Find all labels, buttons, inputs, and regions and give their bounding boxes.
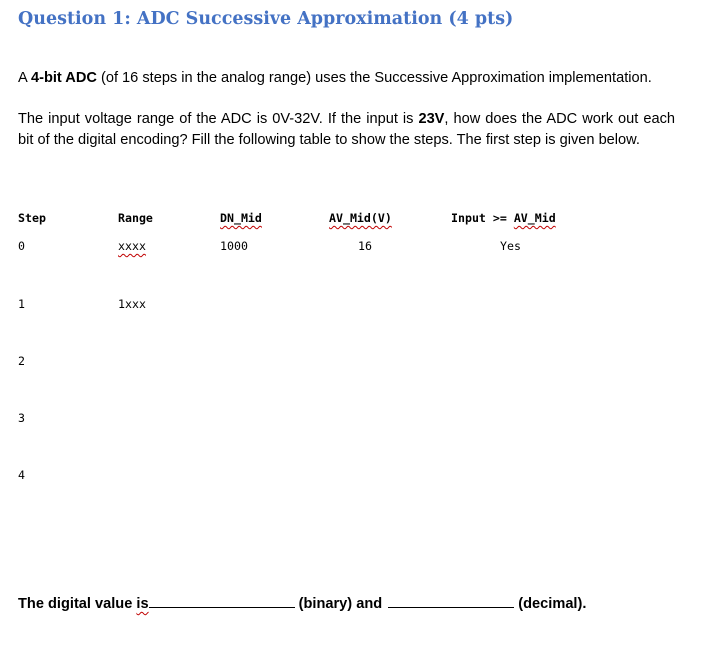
row-4-step: 4 — [18, 468, 25, 482]
row-0-dn-mid: 1000 — [220, 239, 248, 253]
header-av-mid: AV_Mid(V) — [329, 211, 392, 225]
header-input-ge-av-mid: Input >= AV_Mid — [451, 211, 556, 225]
row-1-step: 1 — [18, 297, 25, 311]
row-2-step: 2 — [18, 354, 25, 368]
bold-4bit-adc: 4-bit ADC — [30, 70, 97, 86]
header-dn-mid: DN_Mid — [220, 211, 262, 225]
question-instructions: The input voltage range of the ADC is 0V-32V. If the input is 23V, how does the ADC work out each bit of the digital encoding? Fill the following table to show the steps. The first step is given below. — [18, 111, 675, 148]
row-0-step: 0 — [18, 239, 25, 253]
question-title: Question 1: ADC Successive Approximation (4 pts) — [18, 9, 514, 29]
question-intro: A 4-bit ADC (of 16 steps in the analog range) uses the Successive Approximation implementation. — [18, 70, 652, 86]
bold-input-voltage: 23V — [418, 111, 445, 127]
row-0-range: xxxx — [118, 239, 146, 253]
header-step: Step — [18, 211, 46, 225]
row-3-step: 3 — [18, 411, 25, 425]
header-range: Range — [118, 211, 153, 225]
row-0-av-mid: 16 — [358, 239, 372, 253]
row-1-range: 1xxx — [118, 297, 146, 311]
binary-blank[interactable] — [149, 593, 295, 608]
row-0-result: Yes — [500, 239, 521, 253]
answer-line: The digital value is (binary) and (decimal). — [18, 593, 586, 612]
decimal-blank[interactable] — [388, 593, 514, 608]
